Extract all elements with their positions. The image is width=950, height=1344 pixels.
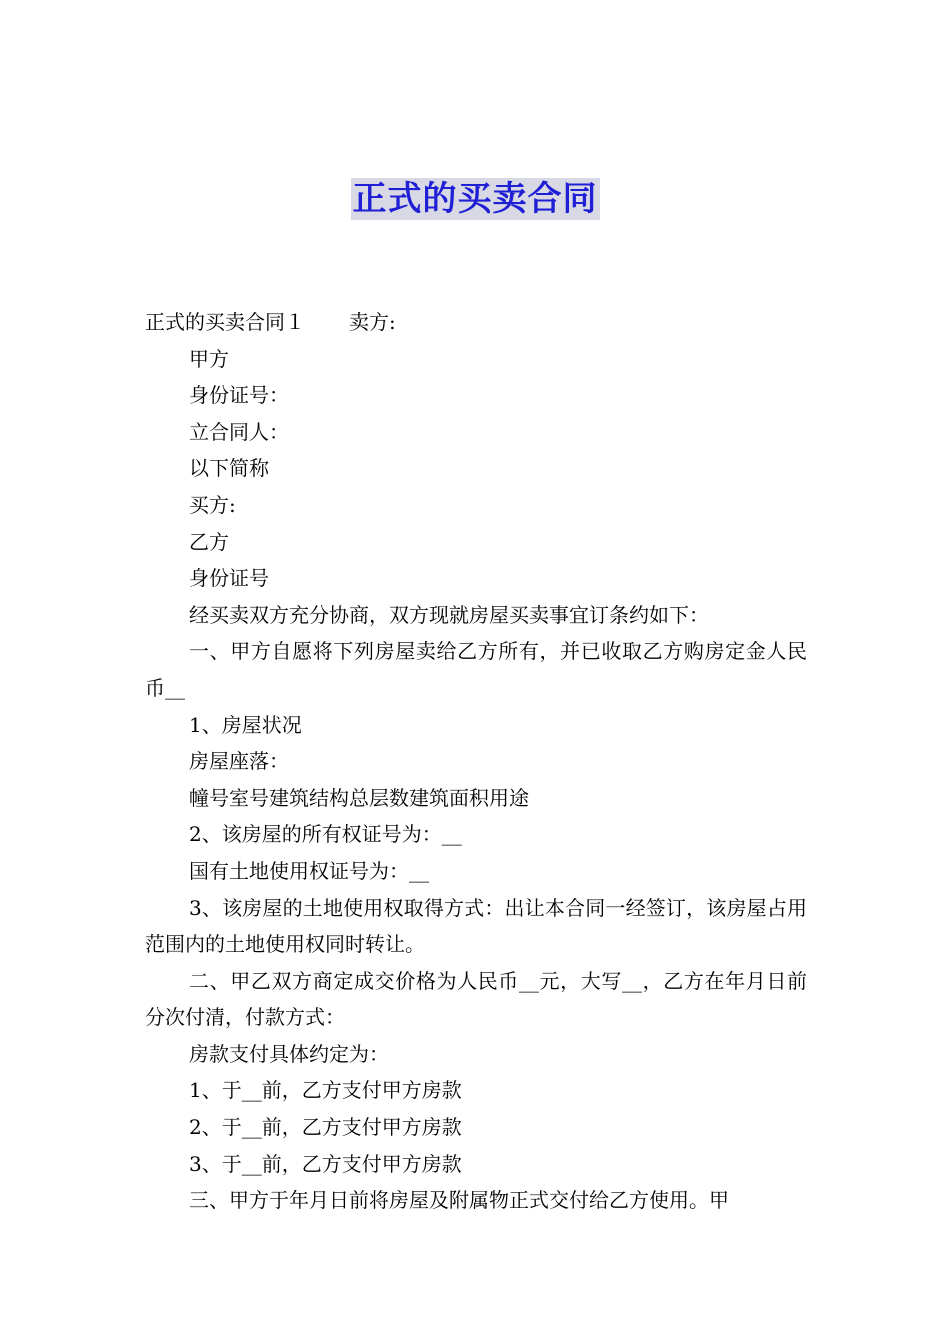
document-title: 正式的买卖合同 (352, 179, 598, 219)
paragraph: 国有土地使用权证号为：__ (189, 858, 429, 883)
paragraph: 房屋座落： (189, 749, 289, 774)
paragraph: 乙方 (189, 529, 229, 554)
paragraph: 买方: (189, 492, 236, 517)
paragraph: 3、该房屋的土地使用权取得方式：出让本合同一经签订，该房屋占用范围内的土地使用权同时转让。 (145, 895, 807, 957)
paragraph: 立合同人： (189, 419, 289, 444)
paragraph: 身份证号： (189, 383, 289, 408)
document-body (145, 304, 807, 1219)
paragraph: 1、房屋状况 (189, 712, 302, 737)
paragraph: 甲方 (189, 346, 229, 371)
first-line (145, 304, 807, 341)
paragraph: 一、甲方自愿将下列房屋卖给乙方所有，并已收取乙方购房定金人民币__ (145, 639, 807, 700)
first-line-left: 正式的买卖合同１ (145, 310, 305, 334)
paragraph: 幢号室号建筑结构总层数建筑面积用途 (189, 785, 529, 810)
paragraph: 2、于__前，乙方支付甲方房款 (189, 1115, 462, 1140)
title-container (0, 178, 950, 220)
paragraph: 身份证号 (189, 566, 269, 591)
paragraph: 房款支付具体约定为： (189, 1041, 389, 1066)
first-line-right: 卖方: (349, 310, 396, 334)
paragraph: 二、甲乙双方商定成交价格为人民币__元，大写__，乙方在年月日前分次付清，付款方式： (145, 968, 807, 1030)
paragraph: 三、甲方于年月日前将房屋及附属物正式交付给乙方使用。甲 (189, 1188, 729, 1213)
paragraph: 1、于__前，乙方支付甲方房款 (189, 1078, 462, 1103)
paragraph: 以下简称 (189, 456, 269, 481)
paragraph: 3、于__前，乙方支付甲方房款 (189, 1151, 462, 1176)
paragraph: 经买卖双方充分协商，双方现就房屋买卖事宜订条约如下： (189, 602, 709, 627)
paragraph: 2、该房屋的所有权证号为：__ (189, 822, 462, 847)
